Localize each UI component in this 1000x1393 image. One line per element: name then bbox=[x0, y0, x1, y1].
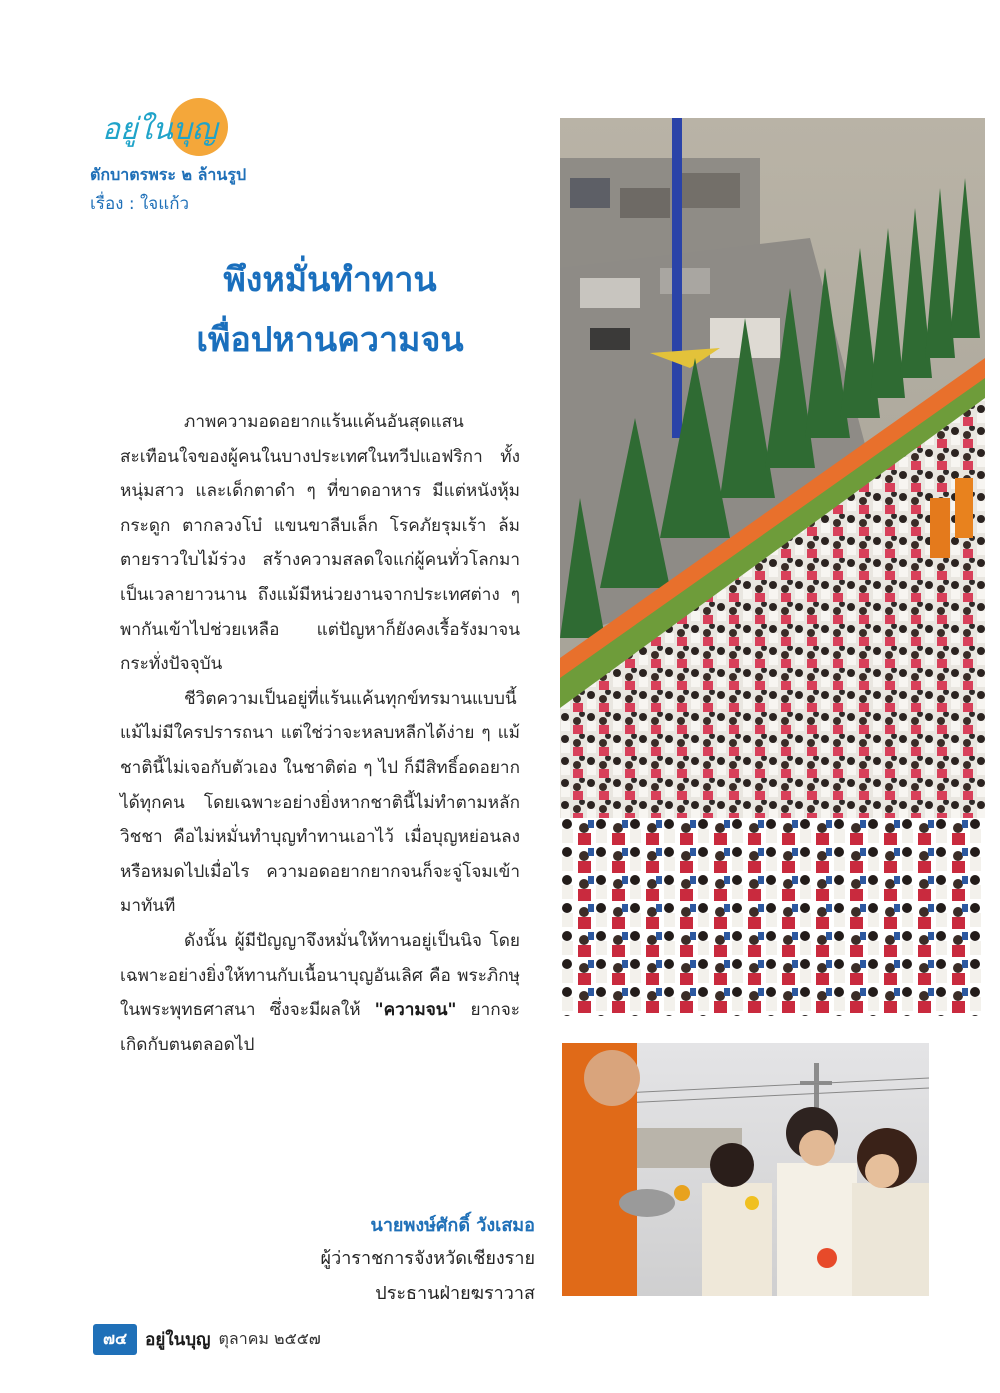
crowd-alms-photo bbox=[560, 118, 985, 1016]
section-kicker: ตักบาตรพระ ๒ ล้านรูป bbox=[90, 165, 247, 184]
page-footer bbox=[93, 1325, 321, 1353]
paragraph-3 bbox=[120, 924, 520, 1062]
article-title-line-1: พึงหมั่นทำทาน bbox=[223, 260, 437, 300]
footer-magazine-name: อยู่ในบุญ bbox=[145, 1329, 211, 1350]
magazine-logo bbox=[100, 98, 230, 160]
signature-role-2: ประธานฝ่ายฆราวาส bbox=[375, 1283, 535, 1304]
emphasis-poverty: "ความจน" bbox=[374, 1000, 457, 1021]
signature-name: นายพงษ์ศักดิ์ วังเสมอ bbox=[370, 1215, 535, 1236]
footer-date: ตุลาคม ๒๕๕๗ bbox=[218, 1328, 321, 1348]
byline: เรื่อง : ใจแก้ว bbox=[90, 194, 190, 214]
article-title-line-2: เพื่อปหานความจน bbox=[196, 320, 464, 360]
paragraph-3-text: ดังนั้น ผู้มีปัญญาจึงหมั่นให้ทานอยู่เป็นนิจ โดยเฉพาะอย่างยิ่งให้ทานกับเนื้อนาบุญอันเลิศ คือ พระภิกษุในพระพุทธศาสนา ซึ่งจะมีผลให้ bbox=[120, 930, 520, 1021]
paragraph-2: ชีวิตความเป็นอยู่ที่แร้นแค้นทุกข์ทรมานแบบนี้ แม้ไม่มีใครปรารถนา แต่ใช่ว่าจะหลบหลีกได้ง่าย ๆ แม้ชาตินี้ไม่เจอกับตัวเอง ในชาติต่อ ๆ ไป ก็มีสิทธิ์อดอยากได้ทุกคน โดยเฉพาะอย่างยิ่งหากชาตินี้ไม่ทำตามหลักวิชชา คือไม่หมั่นทำบุญทำทานเอาไว้ เมื่อบุญหย่อนลงหรือหมดไปเมื่อไร ความอดอยากยากจนก็จะจู่โจมเข้ามาทันที bbox=[120, 688, 520, 917]
logo-text: อยู่ในบุญ bbox=[102, 112, 218, 147]
paragraph-3-end: ยากจะเกิดกับตนตลอดไป bbox=[120, 1000, 520, 1055]
signature-role-1: ผู้ว่าราชการจังหวัดเชียงราย bbox=[320, 1248, 535, 1269]
article-body bbox=[120, 405, 520, 1062]
paragraph-1: ภาพความอดอยากแร้นแค้นอันสุดแสนสะเทือนใจของผู้คนในบางประเทศในทวีปแอฟริกา ทั้งหนุ่มสาว และเด็กตาดำ ๆ ที่ขาดอาหาร มีแต่หนังหุ้มกระดูก ตากลวงโบ๋ แขนขาลีบเล็ก โรคภัยรุมเร้า ล้มตายราวใบไม้ร่วง สร้างความสลดใจแก่ผู้คนทั่วโลกมาเป็นเวลายาวนาน ถึงแม้มีหน่วยงานจากประเทศต่าง ๆ พากันเข้าไปช่วยเหลือ แต่ปัญหาก็ยังคงเรื้อรังมาจนกระทั่งปัจจุบัน bbox=[120, 412, 520, 675]
alms-giving-photo bbox=[562, 1043, 929, 1296]
page-number: ๗๔ bbox=[93, 1324, 137, 1355]
